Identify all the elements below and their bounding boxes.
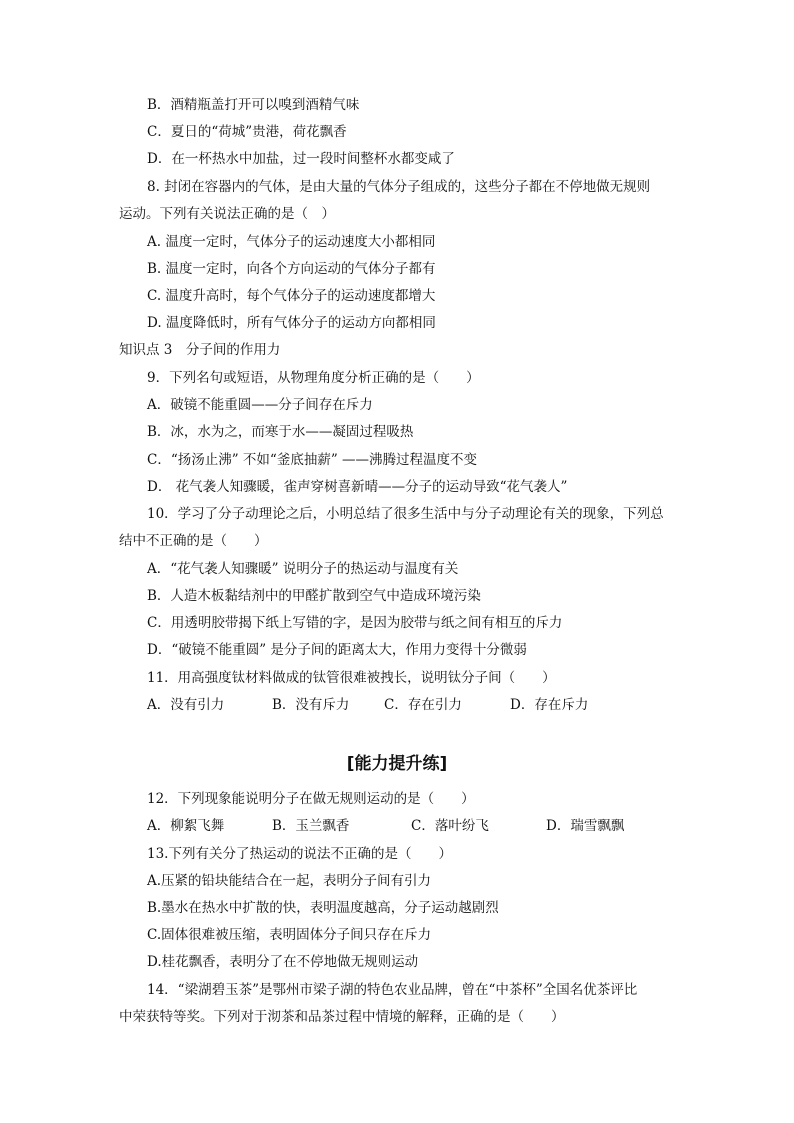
q8-option-a: A. 温度一定时，气体分子的运动速度大小都相同 xyxy=(147,234,436,250)
q10-stem-line1: 10．学习了分子动理论之后，小明总结了很多生活中与分子动理论有关的现象，下列总 xyxy=(147,506,664,522)
q9-option-b: B．冰，水为之，而寒于水——凝固过程吸热 xyxy=(147,424,414,440)
q8-option-b: B. 温度一定时，向各个方向运动的气体分子都有 xyxy=(147,261,436,277)
q13-option-d: D.桂花飘香，表明分了在不停地做无规则运动 xyxy=(147,954,419,970)
q7-option-b: B．酒精瓶盖打开可以嗅到酒精气味 xyxy=(147,97,360,113)
q11-option-b: B．没有斥力 xyxy=(272,697,350,713)
q12-option-c: C．落叶纷飞 xyxy=(411,818,489,834)
q11-option-a: A．没有引力 xyxy=(147,697,225,713)
q13-option-b: B.墨水在热水中扩散的快，表明温度越高，分子运动越剧烈 xyxy=(147,900,499,916)
q7-option-c: C．夏日的“荷城”贵港，荷花飘香 xyxy=(147,124,347,140)
q10-option-d: D．“破镜不能重圆” 是分子间的距离太大，作用力变得十分微弱 xyxy=(147,642,527,658)
q11-stem: 11．用高强度钛材料做成的钛管很难被拽长，说明钛分子间（ ） xyxy=(147,670,556,686)
q9-option-c: C．“扬汤止沸” 不如“釜底抽薪” ——沸腾过程温度不变 xyxy=(147,452,478,468)
q9-option-a: A．破镜不能重圆——分子间存在斥力 xyxy=(147,397,373,413)
q12-options xyxy=(147,817,647,835)
q10-option-c: C．用透明胶带揭下纸上写错的字，是因为胶带与纸之间有相互的斥力 xyxy=(147,615,563,631)
section-title: [能力提升练] xyxy=(346,754,448,774)
q7-option-d: D．在一杯热水中加盐，过一段时间整杯水都变咸了 xyxy=(147,151,455,167)
q11-option-c: C．存在引力 xyxy=(384,697,462,713)
q10-option-a: A．“花气袭人知骤暖” 说明分子的热运动与温度有关 xyxy=(147,561,459,577)
q8-option-c: C. 温度升高时，每个气体分子的运动速度都增大 xyxy=(147,288,436,304)
q9-stem: 9．下列名句或短语，从物理角度分析正确的是（ ） xyxy=(147,370,480,386)
q9-option-d: D． 花气袭人知骤暖，雀声穿树喜新晴——分子的运动导致“花气袭人” xyxy=(147,479,568,495)
q10-option-b: B．人造木板黏结剂中的甲醛扩散到空气中造成环境污染 xyxy=(147,588,481,604)
q8-stem-line2: 运动。下列有关说法正确的是（ ） xyxy=(119,206,335,222)
q12-option-b: B．玉兰飘香 xyxy=(272,818,350,834)
knowledge-point-heading: 知识点 3 分子间的作用力 xyxy=(119,342,281,358)
q11-option-d: D．存在斥力 xyxy=(510,697,589,713)
q14-stem-line1: 14．“梁湖碧玉茶”是鄂州市梁子湖的特色农业品牌，曾在“中茶杯”全国名优茶评比 xyxy=(147,982,638,998)
q14-stem-line2: 中荣获特等奖。下列对于沏茶和品茶过程中情境的解释，正确的是（ ） xyxy=(119,1009,565,1025)
q8-option-d: D. 温度降低时，所有气体分子的运动方向都相同 xyxy=(147,315,436,331)
q13-stem: 13.下列有关分了热运动的说法不正确的是（ ） xyxy=(147,846,452,862)
q13-option-c: C.固体很难被压缩，表明固体分子间只存在斥力 xyxy=(147,927,432,943)
q10-stem-line2: 结中不正确的是（ ） xyxy=(119,533,268,549)
q12-option-d: D．瑞雪飘飘 xyxy=(546,818,625,834)
q11-options xyxy=(147,696,647,714)
q8-stem-line1: 8. 封闭在容器内的气体，是由大量的气体分子组成的，这些分子都在不停地做无规则 xyxy=(147,179,651,195)
q13-option-a: A.压紧的铅块能结合在一起，表明分子间有引力 xyxy=(147,873,432,889)
q12-stem: 12．下列现象能说明分子在做无规则运动的是（ ） xyxy=(147,791,475,807)
q12-option-a: A．柳絮飞舞 xyxy=(147,818,225,834)
